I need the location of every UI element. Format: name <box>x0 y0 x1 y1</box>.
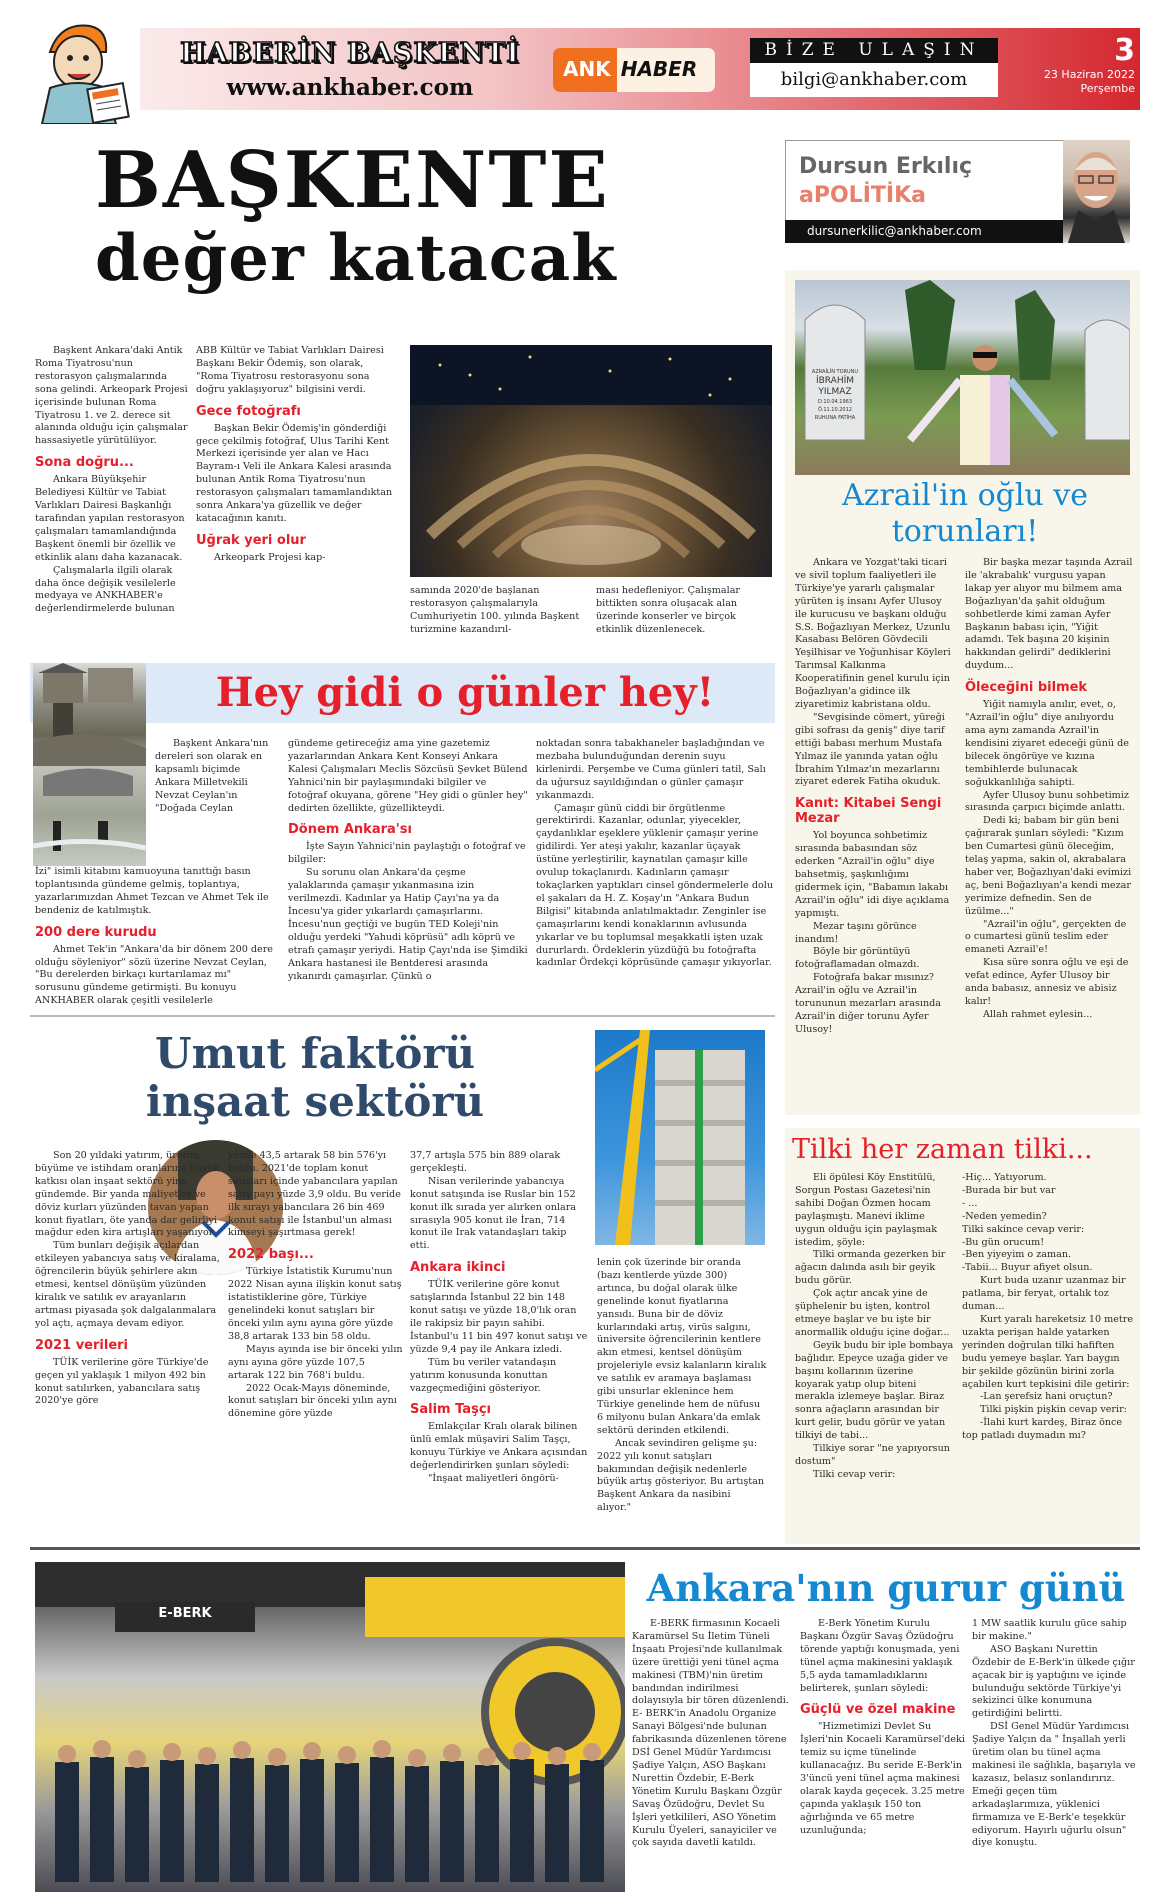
paragraph: -Ben yiyeyim o zaman. <box>962 1249 1072 1261</box>
paragraph: E-Berk Yönetim Kurulu Başkanı Özgür Savaş Özüdoğru törende yaptığı konuşmada, yeni tünel açma makinesini yaklaşık 5,5 ayda tamamladıklarını belirterek, şunları söyledi: <box>800 1618 960 1694</box>
paragraph: Yol boyunca sohbetimiz sırasında babasından söz ederken "Azrail'in oğlu" diye bahsetmiş, şaşkınlığımı gidermek için, "Babamın lakabı Azrail'in oğlu" idi diye açıklama yapmıştı. <box>795 830 950 919</box>
azrail-col-2 <box>965 557 1135 1022</box>
paragraph: lenin çok üzerinde bir oranda (bazı kentlerde yüzde 300) artınca, bu doğal olarak ülke genelinde konut fiyatlarına yansıdı. Buna bir de döviz kurlarındaki artış, virüs salgını, üniversite öğrencilerinin kentlere akın etmesi, kentsel dönüşüm projeleriyle evsiz kalanların kiralık ve satılık ev aramaya başlaması gibi unsurlar eklenince hem Türkiye genelinde hem de nüfusu 6 milyonu bulan Ankara'da emlak sektörü derinden etkilendi. <box>597 1257 767 1436</box>
paragraph: -Bu gün orucum! <box>962 1236 1045 1248</box>
gravestone-line: RUHUNA FATİHA <box>814 415 856 421</box>
paragraph: DSİ Genel Müdür Yardımcısı Şadiye Yalçın da " İnşallah yerli üretim olan bu tünel açma makinesi ile sağlıkla, başarıyla ve kazasız, belasız sonlandırırız. Emeği geçen tüm arkadaşlarımıza, yüklenici firmamıza ve E-Berk'e teşekkür ediyorum. Hayırlı uğurlu olsun" diye konuştu. <box>972 1721 1136 1849</box>
page-number: 3 <box>1114 33 1135 68</box>
paragraph: Çalışmalarla ilgili olarak daha önce değişik vesilelerle medyaya ve ANKHABER'e değerlendirmelerde bulunan <box>35 564 176 615</box>
logo-part-haber: HABER <box>617 48 715 92</box>
gravestone-inscription <box>807 368 863 422</box>
umut-col-3 <box>410 1150 588 1486</box>
paragraph: Mayıs ayında ise bir önceki yılın aynı ayına göre yüzde 107,5 artarak 122 bin 768'i buldu. <box>228 1343 403 1381</box>
paragraph: TÜİK verilerine göre konut satışlarında İstanbul 22 bin 148 konut satışı ve yüzde 18,0'lık oran ile rakipsiz bir payın sahibi. İstanbul'u 11 bin 497 konut satışı ve yüzde 9,4 pay ile Ankara izledi. <box>410 1279 588 1355</box>
paragraph: Yiğit namıyla anılır, evet, o, "Azrail'in oğlu" diye anılıyordu ama aynı zamanda Azrail'in kendisini ziyaret edeceği günü de bilecek öngörüye ve kızına tembihlerde bulunacak soğukkanlılığa sahipti. <box>965 699 1129 788</box>
brand-url[interactable]: www.ankhaber.com <box>226 74 474 101</box>
e-berk-ceremony-photo <box>35 1562 625 1892</box>
paragraph: Ankara ve Yozgat'taki ticari ve sivil toplum faaliyetleri ile Türkiye'ye yararlı çalışmalar yürüten iş insanı Ayfer Ulusoy ile kurucusu ve başkanı olduğu S.S. Boğazlıyan Merkez, Uzunlu Kasabası Belören Gövdecili Yeşilhisar ve Yoğunhisar Köyleri Tarımsal Kalkınma Kooperatifinin genel kurulu için Boğazlıyan'a gidince ilk ziyaretimiz kabristana oldu. <box>795 557 951 710</box>
paragraph: Tüm bunları değişik açılardan etkileyen yabancıya satış ve kiralama, öğrencilerin büyük şehirlere akın etmesi, kentsel dönüşüm yüzünden kiralık ve satılık ev arayanların artması piyasada şok dalgalanmalara yol açtı, açmaya devam ediyor. <box>35 1240 220 1329</box>
umut-col-4 <box>597 1257 767 1515</box>
paragraph: Tilki ormanda gezerken bir ağacın dalında asılı bir geyik budu görür. <box>795 1249 946 1287</box>
paragraph: -Lan şerefsiz hani oruçtun? <box>980 1391 1113 1403</box>
subheading: Gece fotoğrafı <box>196 403 301 419</box>
paragraph: Tilki pişkin pişkin cevap verir: <box>980 1404 1127 1416</box>
heygidi-col-2 <box>288 738 528 983</box>
portrait-face-icon <box>1063 140 1130 243</box>
lead-headline-line2: değer katacak <box>95 221 617 296</box>
paragraph: Ankara Büyükşehir Belediyesi Kültür ve Tabiat Varlıkları Dairesi Başkanlığı tarafından yapılan restorasyon çalışmaları tamamlandığında Başkent önemli bir özellik ve etkinlik alanı daha kazanacak. <box>35 474 185 563</box>
crane-building-illustration-icon <box>595 1030 765 1245</box>
paragraph: Kısa süre sonra oğlu ve eşi de vefat edince, Ayfer Ulusoy bir anda babasız, annesiz ve abisiz kalır! <box>965 957 1129 1007</box>
contact-email[interactable]: bilgi@ankhaber.com <box>750 63 998 97</box>
ankhaber-logo[interactable] <box>553 48 715 92</box>
umut-col-2 <box>228 1150 403 1421</box>
old-ankara-houses-photo <box>33 663 146 766</box>
lead-col-4-text: ması hedefleniyor. Çalışmalar bittikten sonra oluşacak alan üzerinde konserler ve birçok etkinlik düzenlenecek. <box>596 585 740 635</box>
umut-headline-line1: Umut faktörü <box>154 1029 476 1078</box>
gravestone-line: D.10.04.1963 <box>817 399 853 405</box>
logo-part-ank: ANK <box>553 48 617 92</box>
lead-col-3 <box>410 585 585 637</box>
subheading: 200 dere kurudu <box>35 924 157 940</box>
lead-col-3-text: samında 2020'de başlanan restorasyon çalışmalarıyla Cumhuriyetin 100. yılında Başkent turizmine kazandırıl- <box>410 585 580 635</box>
paragraph: Başkent Ankara'daki Antik Roma Tiyatrosu'nun restorasyon çalışmalarında sona gelindi. Arkeopark Projesi içerisinde bulunan Roma Tiyatrosu 1. ve 2. derece sit alanında olduğu için çalışmalar hassasiyetle yürütülüyor. <box>35 345 188 447</box>
paragraph: Kurt buda uzanır uzanmaz bir patlama, bir feryat, ortalık toz duman... <box>962 1275 1126 1313</box>
paragraph: Emlakçılar Kralı olarak bilinen ünlü emlak müşaviri Salim Taşçı, konuyu Türkiye ve Ankara açısından değerlendirirken şunları söyledi: <box>410 1421 588 1472</box>
paragraph: "Hizmetimizi Devlet Su İşleri'nin Kocaeli Karamürsel'deki temiz su içme tünelinde kullanacağız. Bu seride E-Berk'in 3'üncü yeni tünel açma makinesi olarak kayda geçecek. 3.25 metre çapında yaklaşık 150 ton ağırlığında ve 65 metre uzunluğunda; <box>800 1721 965 1836</box>
paragraph: Geyik budu bir iple bombaya bağlıdır. Epeyce uzağa gider ve başını kollarının üzerine koyarak yatıp olup biteni merakla izlemeye başlar. Biraz sonra ağaçların arasından bir kurt gelir, budu görür ve yatan tilkiyi de tabi... <box>795 1339 954 1442</box>
paragraph: Çamaşır günü ciddi bir örgütlenme gerektirirdi. Kazanlar, odunlar, yiyecekler, çaydanlıklar eşeklere yüklenir çamaşır yerine gidilirdi. Yer ateşi yakılır, kazanlar üçayak üstüne yerleştirilir, kaynatılan çamaşır kille ovulup tokaçlanırdı. Kadınların çamaşır tokaçlarken yaptıkları cinsel göndermelerle dolu el şakaları da H. Z. Koşay'ın "Ankara Budun Bilgisi" kitabında anlatılmaktadır. Zenginler ise çamaşırlarını kendi konaklarının avlusunda yıkarlar ve bu toplumsal meşakkatli işten uzak dururlardı. Ördeklerin yüzdüğü bu fotoğrafta kadınlar Ördekçi köprüsünde çamaşır yıkıyorlar. <box>536 802 774 969</box>
paragraph: Allah rahmet eylesin... <box>983 1008 1093 1020</box>
paragraph: 2022 Ocak-Mayıs döneminde, konut satışları bir önceki yılın aynı dönemine göre yüzde <box>228 1382 397 1420</box>
paragraph: yüzde 43,5 artarak 58 bin 576'yı buldu. 2021'de toplam konut satışları içinde yabancılara yapılan satış payı yüzde 3,9 oldu. Bu veride ilk sırayı yabancılara 26 bin 469 konut satışı ile İstanbul'un alması kimseyi şaşırtmasa gerek! <box>228 1150 401 1239</box>
subheading: Ankara ikinci <box>410 1260 506 1276</box>
paragraph: ABB Kültür ve Tabiat Varlıkları Dairesi Başkanı Bekir Ödemiş, son olarak, "Roma Tiyatrosu restorasyonu sona doğru yaklaşıyoruz" bilgisini verdi. <box>196 345 384 395</box>
columnist-name: Dursun Erkılıç <box>799 154 973 179</box>
paragraph: Mezar taşını görünce inandım! <box>795 920 917 945</box>
roman-theatre-night-photo <box>410 345 772 577</box>
heygidi-wrap-paragraph: Başkent Ankara'nın dereleri son olarak en kapsamlı biçimde Ankara Milletvekili Nevzat Ceylan'ın "Doğada Ceylan <box>155 738 269 814</box>
paragraph: Kurt yaralı hareketsiz 10 metre uzakta perişan halde yatarken yerinden doğrulan tilki hafiften budu yemeye başlar. Yarı baygın bir şekilde gözünün birini zorla açabilen kurt tepkisini dile getirir: <box>962 1313 1134 1390</box>
women-washing-illustration-icon <box>33 766 146 866</box>
paragraph: Bir başka mezar taşında Azrail ile 'akrabalık' vurgusu yapan lakap yer alıyor mu bilmem ama Boğazlıyan'da şahit olduğum sohbetlerde kimi zaman Ayfer Başkanın babası için, "Yiğit adamdı. Tek başına 20 kişinin hakkından gelirdi" dediklerini duydum... <box>965 557 1133 672</box>
subheading: Kanıt: Kitabei Sengi Mezar <box>795 796 942 827</box>
paragraph: -Hiç... Yatıyorum. <box>962 1172 1047 1183</box>
old-houses-illustration-icon <box>33 663 146 766</box>
azrail-col-1 <box>795 557 955 1037</box>
cemetery-photo <box>795 280 1130 475</box>
umut-col-1 <box>35 1150 225 1408</box>
paragraph: -Burada bir but var <box>962 1184 1056 1196</box>
paragraph: Fotoğrafa bakar mısınız? Azrail'in oğlu ve Azrail'in torununun mezarları arasında Azrail'in diğer torunu Ayfer Ulusoy! <box>795 972 942 1035</box>
heygidi-col-1 <box>35 866 275 1008</box>
paragraph: Su sorunu olan Ankara'da çeşme yalaklarında çamaşır yıkanmasına izin verilmezdi. Kadınlar ya Hatip Çayı'na ya da İncesu'ya gider yıkarlardı çamaşırlarını. İncesu'nun geçtiği ve bugün TED Koleji'nin olduğu yerdeki "Yahudi köprüsü" adlı köprü ve etrafı çamaşır yeriydi. Hatip Çayı'nda ise Şimdiki Ankara hastanesi ile Bentderesi arasında yıkanırdı çamaşırlar. Çünkü o <box>288 867 528 982</box>
brand-title: HABERİN BAŞKENTİ <box>180 38 520 69</box>
gravestone-line: AZRAİLİN TORUNU <box>811 369 859 375</box>
paragraph: Tilki cevap verir: <box>813 1468 896 1480</box>
ceremony-crowd-illustration-icon <box>35 1562 625 1892</box>
paragraph: İzi" isimli kitabını kamuoyuna tanıttığı basın toplantısında gündeme gelmiş, toplantıya, yazarlarımızdan Ahmet Tezcan ve Ahmet Tek ile bendeniz de katılmıştık. <box>35 866 269 916</box>
subheading: Güçlü ve özel makine <box>800 1702 956 1718</box>
paragraph: -Tabii... Buyur afiyet olsun. <box>962 1262 1093 1274</box>
paragraph: Dedi ki; babam bir gün beni çağırarak şunları söyledi: "Kızım ben Cumartesi günü öleceğim, telaş yapma, sakin ol, akrabalara haber ver, Boğazlıyan'daki evimizi aç, beni Boğazlıyan'a kendi mezar yerimize defnedin. Sen de üzülme..." <box>965 815 1132 917</box>
umut-headline <box>30 1030 600 1126</box>
paragraph: Ancak sevindiren gelişme şu: 2022 yılı konut satışları bakımından değişik nedenlerle büyük artış gösteriyor. Bu artıştan Başkent Ankara da nasibini alıyor." <box>597 1437 765 1514</box>
paragraph: Eli öpülesi Köy Enstitülü, Sorgun Postası Gazetesi'nin sahibi Doğan Özmen hocam paylaşmıştı. Manevi iklime uygun olduğu için paylaşmak istedim, şöyle: <box>795 1172 938 1248</box>
paragraph: Böyle bir görüntüyü fotoğraflamadan olmazdı. <box>795 946 920 971</box>
paragraph: E-BERK firmasının Kocaeli Karamürsel Su İletim Tüneli İnşaatı Projesi'nde kullanılmak üzere ürettiği yeni tünel açma makinesi (TBM)'nin üretim bandından indirilmesi dolayısıyla bir tören düzenlendi. E- BERK'in Anadolu Organize Sanayi Bölgesi'nde bulunan fabrikasında düzenlenen törene DSİ Genel Müdür Yardımcısı Şadiye Yalçın, ASO Başkanı Nurettin Özdebir, E-Berk Yönetim Kurulu Başkanı Özgür Savaş Özüdoğru, Devlet Su İşleri yetkilileri, ASO Yönetim Kurulu Üyeleri, sanayiciler ve çok sayıda davetli katıldı. <box>632 1618 789 1849</box>
paragraph: -Neden yemedin? <box>962 1210 1047 1222</box>
paragraph: Çok açtır ancak yine de şüphelenir bu işten, kontrol etmeye başlar ve bu işte bir anormallik olduğu içine doğar... <box>795 1288 950 1338</box>
subheading: Sona doğru... <box>35 455 134 471</box>
lead-col-1 <box>35 345 190 616</box>
paragraph: "İnşaat maliyetleri öngörü- <box>428 1473 559 1485</box>
paragraph: Ahmet Tek'in "Ankara'da bir dönem 200 dere olduğu söyleniyor" sözü üzerine Nevzat Ceylan, "Bu derelerden birkaçı kurtarılamaz mı" sorusunu gündeme getirmişti. Bu konuyu ANKHABER olarak çeşitli vesilelerle <box>35 943 273 1007</box>
issue-date: 23 Haziran 2022 <box>1043 68 1135 81</box>
construction-crane-photo <box>595 1030 765 1245</box>
heygidi-headline: Hey gidi o günler hey! <box>215 669 715 716</box>
tilki-col-2 <box>962 1172 1134 1443</box>
paragraph: 1 MW saatlik kurulu güce sahip bir makine." <box>972 1618 1127 1642</box>
lead-headline-line1: BAŞKENTE <box>95 135 610 226</box>
subheading: Salim Taşçı <box>410 1402 491 1418</box>
paragraph: noktadan sonra tabakhaneler başladığından ve mezbaha bulunduğundan derenin suyu kirlenirdi. Perşembe ve Cuma günleri tatil, Salı da uğursuz sayıldığından o günler çamaşır yıkanmazdı. <box>536 738 766 801</box>
paragraph: Son 20 yıldaki yatırım, üretim, büyüme ve istihdam oranlarına büyük katkısı olan inşaat sektörü yine gündemde. Bir yanda maliyetler ve döviz kurları yüzünden tavan yapan konut fiyatları, öte yanda dar gelirliyi mağdur eden kira artışları yaşanıyor. <box>35 1150 220 1239</box>
subheading: Öleceğini bilmek <box>965 680 1088 696</box>
subheading: 2022 başı... <box>228 1247 314 1263</box>
paragraph: Tilki sakince cevap verir: <box>962 1223 1085 1235</box>
paragraph: -İlahi kurt kardeş, Biraz önce top patladı duymadın mı? <box>962 1417 1123 1442</box>
river-washing-photo <box>33 766 146 866</box>
tilki-col-1 <box>795 1172 955 1482</box>
section-divider <box>30 1015 775 1017</box>
gravestone-line: İBRAHİM <box>815 376 855 386</box>
gravestone-line: YILMAZ <box>818 387 852 397</box>
gurur-col-1 <box>632 1618 792 1850</box>
azrail-headline: Azrail'in oğlu ve torunları! <box>841 478 1088 549</box>
umut-headline-line2: inşaat sektörü <box>145 1077 485 1126</box>
columnist-portrait <box>1063 140 1130 243</box>
contact-box <box>750 38 998 98</box>
lead-col-2 <box>196 345 396 565</box>
newsboy-mascot-icon <box>20 12 140 124</box>
paragraph: "Azrail'in oğlu", gerçekten de o cumartesi günü teslim eder emaneti Azrail'e! <box>965 918 1127 956</box>
heygidi-wrap-text <box>155 738 275 815</box>
paragraph: gündeme getireceğiz ama yine gazetemiz yazarlarından Ankara Kent Konseyi Ankara Kalesi Çalışmaları Meclis Sözcüsü Şevket Bülend Yahnici'nin bir paylaşımındaki bilgiler ve fotoğraf okuyana, görene "Hey gidi o günler hey" dedirten özellikte, güzellikteydi. <box>288 738 528 814</box>
columnist-email[interactable]: dursunerkilic@ankhaber.com <box>785 220 1075 243</box>
gurur-headline: Ankara'nın gurur günü <box>646 1566 1126 1610</box>
paragraph: Nisan verilerinde yabancıya konut satışında ise Ruslar bin 152 konut ilk sırada yer alırken onlara sırasıyla 905 konut ile İran, 714 konut ile Irak vatandaşları takip etti. <box>410 1175 577 1252</box>
masthead <box>0 0 1176 130</box>
lead-col-4 <box>596 585 771 637</box>
paragraph: "Sevgisinde cömert, yüreği gibi sofrası da geniş" diye tarif ettiği babası merhum Mustafa Yılmaz ile yanında yatan oğlu İbrahim Yılmaz'ın mezarlarını ziyaret ederek Fatiha okuduk. <box>795 711 945 788</box>
paragraph: Ayfer Ulusoy bunu sohbetimiz sırasında çarpıcı biçimde anlattı. <box>965 789 1129 814</box>
heygidi-col-3 <box>536 738 774 970</box>
paragraph: ASO Başkanı Nurettin Özdebir de E-Berk'in ülkede çığır açacak bir iş yaptığını ve içinde bulunduğu sektörde Türkiye'yi sekizinci ülke konumuna getirdiğini belirtti. <box>972 1643 1135 1720</box>
subheading: 2021 verileri <box>35 1337 129 1353</box>
gurur-col-2 <box>800 1618 965 1838</box>
subheading: Uğrak yeri olur <box>196 532 306 548</box>
columnist-banner[interactable] <box>785 140 1130 243</box>
paragraph: 37,7 artışla 575 bin 889 olarak gerçekleşti. <box>410 1150 561 1174</box>
paragraph: Arkeopark Projesi kap- <box>214 551 326 563</box>
roman-theatre-illustration-icon <box>410 345 772 577</box>
column-title: aPOLİTİKa <box>799 183 926 208</box>
paragraph: İşte Sayın Yahnici'nin paylaştığı o fotoğraf ve bilgiler: <box>288 841 526 866</box>
factory-sign: E-BERK <box>158 1606 212 1621</box>
section-divider <box>30 1547 1140 1550</box>
paragraph: Türkiye İstatistik Kurumu'nun 2022 Nisan ayına ilişkin konut satış istatistiklerine göre, Türkiye genelindeki konut satışları bir önceki yılın aynı ayına göre yüzde 38,8 artarak 133 bin 58 oldu. <box>228 1266 402 1342</box>
paragraph: Tüm bu veriler vatandaşın yatırım konusunda konuttan vazgeçmediğini gösteriyor. <box>410 1356 557 1394</box>
subheading: Dönem Ankara'sı <box>288 822 412 838</box>
gravestone-line: Ö.11.10.2012 <box>818 407 852 413</box>
tilki-headline: Tilki her zaman tilki... <box>792 1134 1093 1165</box>
paragraph: - ... <box>962 1197 978 1209</box>
paragraph: TÜİK verilerine göre Türkiye'de geçen yıl yaklaşık 1 milyon 492 bin konut satılırken, yabancılara satış 2020'ye göre <box>35 1356 209 1407</box>
gurur-col-3 <box>972 1618 1137 1850</box>
paragraph: Tilkiye sorar "ne yapıyorsun dostum" <box>795 1443 950 1467</box>
paragraph: Başkan Bekir Ödemiş'in gönderdiği gece çekilmiş fotoğraf, Ulus Tarihi Kent Merkezi içerisinde yer alan ve Hacı Bayram-ı Veli ile Ankara Kalesi arasında bulunan Antik Roma Tiyatrosu'nun restorasyon çalışmaları tamamlandıktan sonra Ankara'ya güzellik ve değer katacağının kanıtı. <box>196 422 393 524</box>
contact-title: BİZE ULAŞIN <box>750 38 998 63</box>
page-info <box>1040 34 1135 96</box>
issue-weekday: Perşembe <box>1080 82 1135 95</box>
